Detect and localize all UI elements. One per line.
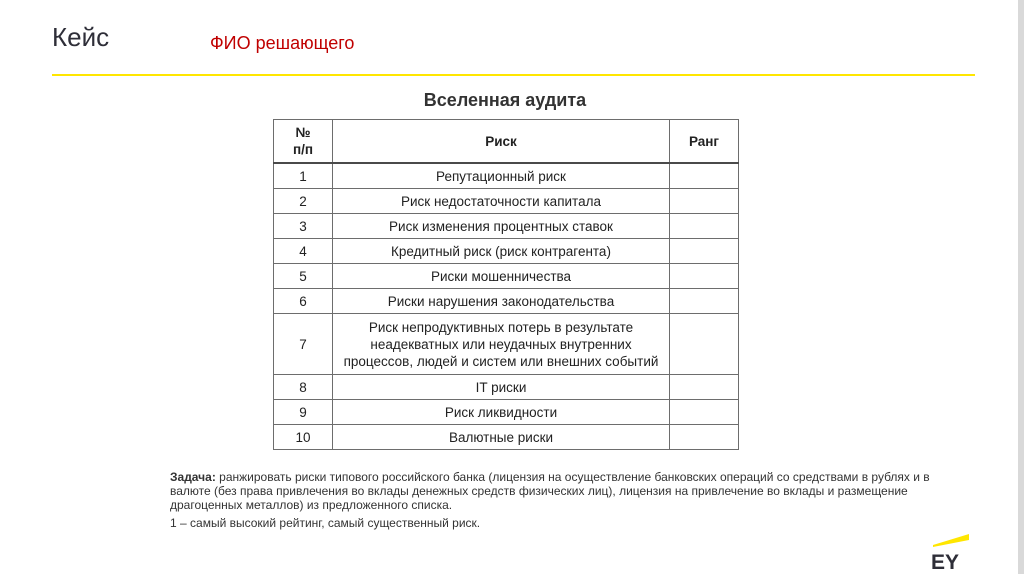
table-row — [274, 400, 739, 425]
risk-table — [273, 119, 739, 450]
row-number: 10 — [274, 425, 333, 450]
row-risk-line: процессов, людей и систем или внешних событий — [343, 353, 659, 369]
row-risk: Риск недостаточности капитала — [333, 189, 670, 214]
task-description — [170, 470, 930, 512]
row-risk: Репутационный риск — [333, 163, 670, 189]
row-number: 8 — [274, 375, 333, 400]
ey-logo-beam — [933, 534, 969, 547]
row-number: 4 — [274, 239, 333, 264]
header-number — [274, 120, 333, 164]
row-rank-cell[interactable] — [670, 289, 739, 314]
row-rank-cell[interactable] — [670, 400, 739, 425]
row-number: 1 — [274, 163, 333, 189]
table-title: Вселенная аудита — [423, 90, 587, 110]
ey-logo-icon — [930, 531, 970, 571]
task-label: Задача: — [170, 470, 216, 484]
row-risk: Риски мошенничества — [333, 264, 670, 289]
task-text: ранжировать риски типового российского банка (лицензия на осуществление банковских операций со средствами в рублях и в валюте (без права привлечения во вклады денежных средств физических лиц), лицензия на привлечение во вклады и размещение драгоценных металлов) из предложенного списка. — [170, 470, 930, 512]
table-row — [274, 375, 739, 400]
header-number-line1: № — [295, 125, 311, 140]
table-row — [274, 189, 739, 214]
header-risk: Риск — [333, 120, 670, 164]
row-risk: Кредитный риск (риск контрагента) — [333, 239, 670, 264]
table-header-row — [274, 120, 739, 164]
table-row — [274, 264, 739, 289]
header-rank: Ранг — [670, 120, 739, 164]
row-risk-line: Риск непродуктивных потерь в результате — [368, 319, 634, 335]
row-risk: Риск изменения процентных ставок — [333, 214, 670, 239]
row-number: 7 — [274, 314, 333, 375]
row-number: 6 — [274, 289, 333, 314]
row-risk — [333, 314, 670, 375]
slide-title: Кейс — [52, 22, 110, 52]
table-row — [274, 214, 739, 239]
row-risk: IT риски — [333, 375, 670, 400]
row-rank-cell[interactable] — [670, 239, 739, 264]
table-row — [274, 314, 739, 375]
row-rank-cell[interactable] — [670, 375, 739, 400]
row-number: 2 — [274, 189, 333, 214]
table-row — [274, 163, 739, 189]
table-row — [274, 425, 739, 450]
solver-name-label: ФИО решающего — [210, 33, 355, 53]
row-number: 3 — [274, 214, 333, 239]
row-risk: Риски нарушения законодательства — [333, 289, 670, 314]
slide-frame-edge — [1018, 0, 1024, 574]
row-risk: Риск ликвидности — [333, 400, 670, 425]
row-risk: Валютные риски — [333, 425, 670, 450]
row-rank-cell[interactable] — [670, 264, 739, 289]
row-rank-cell[interactable] — [670, 314, 739, 375]
row-risk-line: неадекватных или неудачных внутренних — [370, 336, 632, 352]
header-number-line2: п/п — [292, 142, 314, 157]
row-rank-cell[interactable] — [670, 189, 739, 214]
table-row — [274, 289, 739, 314]
row-number: 5 — [274, 264, 333, 289]
header-divider — [52, 74, 975, 76]
row-rank-cell[interactable] — [670, 163, 739, 189]
row-number: 9 — [274, 400, 333, 425]
row-rank-cell[interactable] — [670, 425, 739, 450]
rating-note: 1 – самый высокий рейтинг, самый существенный риск. — [170, 516, 481, 530]
table-row — [274, 239, 739, 264]
ey-logo-text: EY — [931, 551, 960, 571]
row-rank-cell[interactable] — [670, 214, 739, 239]
